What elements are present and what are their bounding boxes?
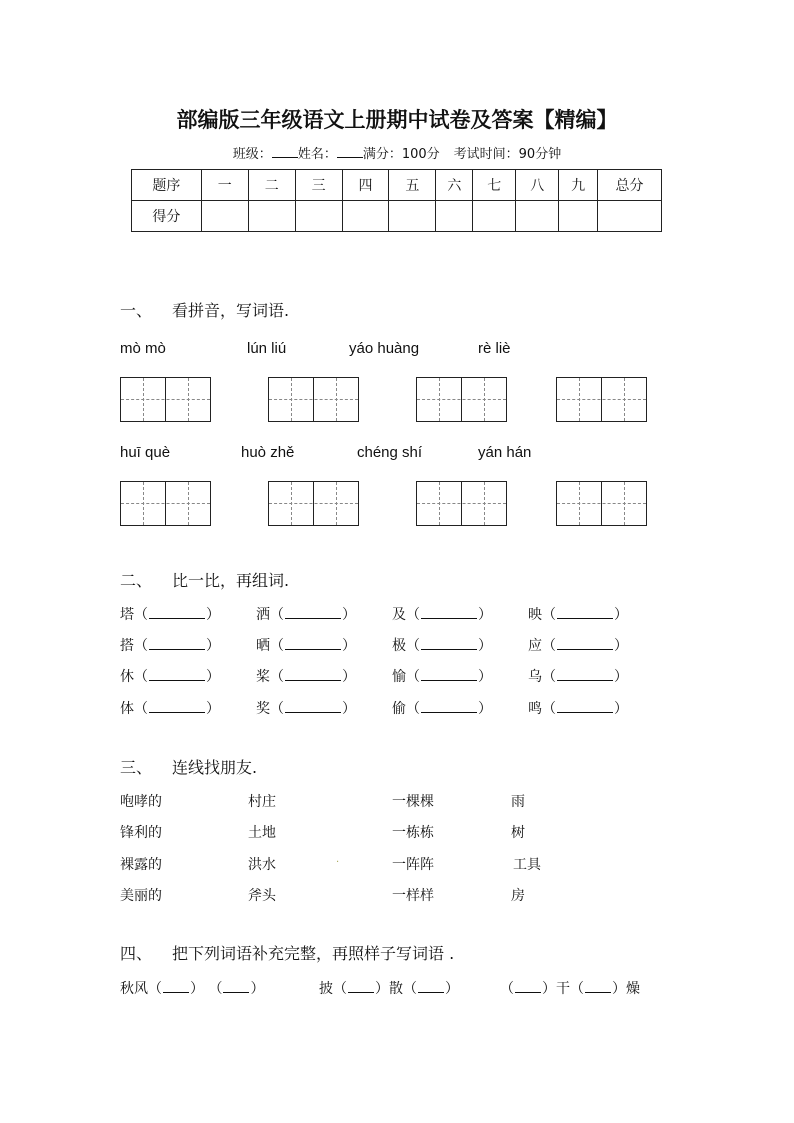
match-item[interactable]: 工具 xyxy=(513,857,541,873)
answer-blank[interactable] xyxy=(285,702,341,713)
pinyin: huī què xyxy=(120,444,171,461)
full-score: 满分：100分 xyxy=(362,147,440,162)
writing-grid[interactable] xyxy=(120,377,211,422)
match-item[interactable]: 咆哮的 xyxy=(120,794,162,810)
score-table-header xyxy=(132,170,662,201)
answer-blank[interactable] xyxy=(285,639,341,650)
score-header-cell: 题序 xyxy=(132,170,202,201)
fill-blank[interactable] xyxy=(515,982,541,993)
score-cell[interactable] xyxy=(598,201,662,232)
answer-blank[interactable] xyxy=(285,608,341,619)
match-item[interactable]: 房 xyxy=(511,888,525,904)
writing-grid[interactable] xyxy=(556,481,647,526)
answer-blank[interactable] xyxy=(557,608,613,619)
writing-grid[interactable] xyxy=(416,377,507,422)
match-item[interactable]: 一阵阵 xyxy=(392,857,434,873)
match-item[interactable]: 雨 xyxy=(511,794,525,810)
writing-grid[interactable] xyxy=(268,481,359,526)
class-blank[interactable] xyxy=(272,145,298,158)
compare-item: 休（ ） xyxy=(120,669,220,685)
score-cell[interactable] xyxy=(516,201,559,232)
compare-item: 体（ ） xyxy=(120,701,220,717)
score-table-row xyxy=(132,201,662,232)
score-header-cell: 总分 xyxy=(598,170,662,201)
fill-item: 秋风（ ） （ ） xyxy=(120,981,265,997)
score-header-cell: 四 xyxy=(342,170,389,201)
pinyin: chéng shí xyxy=(357,444,423,461)
score-header-cell: 七 xyxy=(473,170,516,201)
score-header-cell: 五 xyxy=(389,170,436,201)
writing-grid[interactable] xyxy=(556,377,647,422)
section2-title: 比一比，再组词. xyxy=(172,571,290,590)
match-item[interactable]: 村庄 xyxy=(248,794,276,810)
score-cell[interactable] xyxy=(248,201,295,232)
compare-item: 愉（ ） xyxy=(392,669,492,685)
match-item[interactable]: 洪水 xyxy=(248,857,276,873)
answer-blank[interactable] xyxy=(421,639,477,650)
score-cell[interactable] xyxy=(473,201,516,232)
pinyin: huò zhě xyxy=(241,444,295,461)
score-header-cell: 三 xyxy=(295,170,342,201)
score-header-cell: 二 xyxy=(248,170,295,201)
section3-title: 连线找朋友. xyxy=(172,758,258,777)
section4-number: 四、 xyxy=(120,944,153,963)
compare-item: 映（ ） xyxy=(528,607,628,623)
exam-info xyxy=(0,143,794,162)
score-header-cell: 九 xyxy=(559,170,598,201)
match-item[interactable]: 土地 xyxy=(248,825,276,841)
match-item[interactable]: 树 xyxy=(511,825,525,841)
score-cell[interactable] xyxy=(389,201,436,232)
section2-heading xyxy=(120,568,289,591)
answer-blank[interactable] xyxy=(557,639,613,650)
writing-grid[interactable] xyxy=(268,377,359,422)
fill-blank[interactable] xyxy=(223,982,249,993)
fill-blank[interactable] xyxy=(163,982,189,993)
fill-blank[interactable] xyxy=(585,982,611,993)
section3-number: 三、 xyxy=(120,758,153,777)
pinyin: mò mò xyxy=(120,340,166,357)
name-blank[interactable] xyxy=(337,145,363,158)
compare-item: 偷（ ） xyxy=(392,701,492,717)
stray-dot: . xyxy=(336,854,340,865)
compare-item: 奖（ ） xyxy=(256,701,356,717)
answer-blank[interactable] xyxy=(149,702,205,713)
section2-number: 二、 xyxy=(120,571,153,590)
section1-title: 看拼音，写词语. xyxy=(172,301,290,320)
compare-item: 乌（ ） xyxy=(528,669,628,685)
score-header-cell: 八 xyxy=(516,170,559,201)
fill-item: 披（ ）散（ ） xyxy=(319,981,459,997)
compare-item: 搭（ ） xyxy=(120,638,220,654)
answer-blank[interactable] xyxy=(421,702,477,713)
answer-blank[interactable] xyxy=(421,670,477,681)
score-header-cell: 一 xyxy=(201,170,248,201)
pinyin: lún liú xyxy=(247,340,287,357)
compare-item: 应（ ） xyxy=(528,638,628,654)
section1-number: 一、 xyxy=(120,301,153,320)
compare-item: 桨（ ） xyxy=(256,669,356,685)
compare-item: 塔（ ） xyxy=(120,607,220,623)
pinyin: yáo huàng xyxy=(349,340,420,357)
match-item[interactable]: 裸露的 xyxy=(120,857,162,873)
section4-title: 把下列词语补充完整，再照样子写词语 . xyxy=(172,944,455,963)
name-label: 姓名： xyxy=(297,147,337,162)
writing-grid[interactable] xyxy=(416,481,507,526)
writing-grid[interactable] xyxy=(120,481,211,526)
fill-blank[interactable] xyxy=(418,982,444,993)
answer-blank[interactable] xyxy=(557,702,613,713)
compare-item: 晒（ ） xyxy=(256,638,356,654)
answer-blank[interactable] xyxy=(285,670,341,681)
pinyin: rè liè xyxy=(478,340,511,357)
compare-item: 鸣（ ） xyxy=(528,701,628,717)
fill-blank[interactable] xyxy=(348,982,374,993)
fill-item: （ ）干（ ）燥 xyxy=(500,981,640,997)
score-header-cell: 六 xyxy=(436,170,473,201)
compare-item: 极（ ） xyxy=(392,638,492,654)
answer-blank[interactable] xyxy=(421,608,477,619)
score-cell[interactable] xyxy=(295,201,342,232)
section3-heading xyxy=(120,755,257,778)
match-item[interactable]: 美丽的 xyxy=(120,888,162,904)
compare-item: 洒（ ） xyxy=(256,607,356,623)
match-item[interactable]: 锋利的 xyxy=(120,825,162,841)
answer-blank[interactable] xyxy=(149,608,205,619)
match-item[interactable]: 一棵棵 xyxy=(392,794,434,810)
match-item[interactable]: 一样样 xyxy=(392,888,434,904)
answer-blank[interactable] xyxy=(557,670,613,681)
answer-blank[interactable] xyxy=(149,670,205,681)
match-item[interactable]: 一栋栋 xyxy=(392,825,434,841)
pinyin: yán hán xyxy=(478,444,532,461)
section1-heading xyxy=(120,298,289,321)
score-row-label: 得分 xyxy=(132,201,202,232)
score-cell[interactable] xyxy=(436,201,473,232)
match-item[interactable]: 斧头 xyxy=(248,888,276,904)
score-table xyxy=(131,169,662,232)
answer-blank[interactable] xyxy=(149,639,205,650)
section4-heading xyxy=(120,941,454,964)
score-cell[interactable] xyxy=(201,201,248,232)
score-cell[interactable] xyxy=(342,201,389,232)
score-cell[interactable] xyxy=(559,201,598,232)
class-label: 班级： xyxy=(232,147,272,162)
compare-item: 及（ ） xyxy=(392,607,492,623)
exam-time: 考试时间：90分钟 xyxy=(453,147,562,162)
page-title: 部编版三年级语文上册期中试卷及答案【精编】 xyxy=(176,107,618,132)
